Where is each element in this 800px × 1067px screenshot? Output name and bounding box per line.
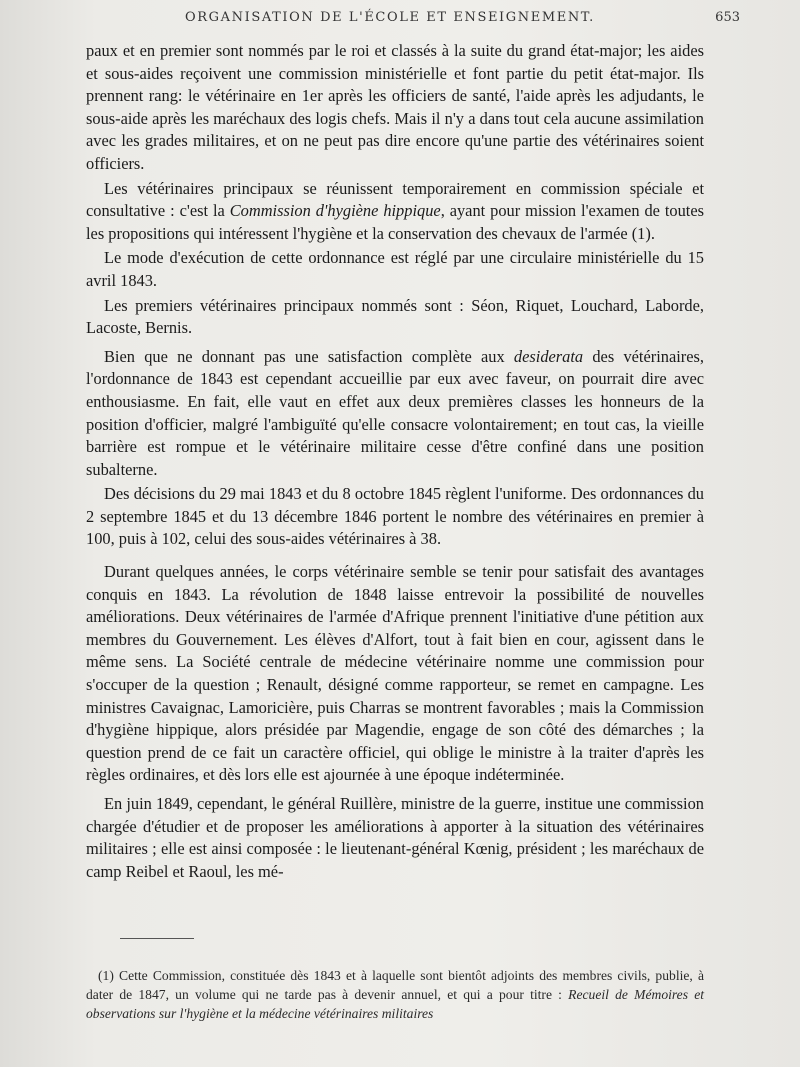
paragraph-3: Le mode d'exécution de cette ordonnance est réglé par une circulaire ministérielle du 15 avril 1843. [86, 248, 704, 290]
paragraph-8: En juin 1849, cependant, le général Ruillère, ministre de la guerre, institue une commission chargée d'étudier et de proposer les améliorations à apporter à la situation des vétérinaires militaires ; elle est ainsi composée : le lieutenant-général Kœnig, président ; les maréchaux de camp Reibel et Raoul, les mé- [86, 794, 704, 881]
footnote-divider [120, 938, 194, 939]
paragraph-4: Les premiers vétérinaires principaux nommés sont : Séon, Riquet, Louchard, Laborde, Lacoste, Bernis. [86, 295, 704, 338]
paragraph-7: Durant quelques années, le corps vétérinaire semble se tenir pour satisfait des avantages conquis en 1843. La révolution de 1848 laisse entrevoir la possibilité de nouvelles améliorations. Deux vétérinaires de l'armée d'Afrique prennent l'initiative d'une pétition aux membres du Gouvernement. Les élèves d'Alfort, tout à fait bien en cour, agissent dans le même sens. La Société centrale de médecine vétérinaire nomme une commission pour s'occuper de la question ; Renault, désigné comme rapporteur, se remet en campagne. Les ministres Cavaignac, Lamoricière, puis Charras se montrent favorables ; mais la Commission d'hygiène hippique, alors présidée par Magendie, engage de son côté des démarches ; la question prend de ce fait un caractère officiel, qui oblige le ministre à la traiter d'après les règles ordinaires, et dès lors elle est ajournée à une époque indéterminée. [86, 562, 704, 785]
paragraph-1: paux et en premier sont nommés par le roi et classés à la suite du grand état-major; les aides et sous-aides reçoivent une commission ministérielle et font partie du petit état-major. Ils prennent rang: le vétérinaire en 1er après les officiers de santé, l'aide après les adjudants, le sous-aide après les maréchaux des logis chefs. Mais il n'y a dans tout cela aucune assimilation avec les grades militaires, et on ne peut pas dire encore qu'une partie des vétérinaires soient officiers. [86, 41, 704, 173]
body-text [86, 40, 704, 885]
commission-title-italic: Commission d'hygiène hippique [229, 201, 441, 221]
footnote-text: (1) Cette Commission, constituée dès 1843 et à laquelle sont bientôt adjoints des membres civils, publie, à dater de 1847, un volume qui ne tarde pas à devenir annuel, et qui a pour titre : Recueil de Mémoires et observations sur l'hygiène et la médecine vétérinaires militaires [86, 968, 705, 1021]
paragraph-2: Les vétérinaires principaux se réunissent temporairement en commission spéciale et consultative : c'est la Commission d'hygiène hippique, ayant pour mission l'examen de toutes les propositions qui intéressent l'hygiène et la conservation des chevaux de l'armée (1). [86, 178, 704, 243]
page-header [80, 8, 740, 34]
running-head: ORGANISATION DE L'ÉCOLE ET ENSEIGNEMENT. [185, 10, 595, 25]
desiderata-italic: desiderata [513, 346, 584, 366]
paragraph-5: Bien que ne donnant pas une satisfaction complète aux desiderata des vétérinaires, l'ordonnance de 1843 est cependant accueillie par eux avec faveur, on pourrait dire avec enthousiasme. En fait, elle vaut en effet aux deux premières classes les honneurs de la position d'officier, malgré l'ambiguïté qu'elle consacre volontairement; en tout cas, la vieille barrière est rompue et le vétérinaire militaire cesse d'être confiné dans une position subalterne. [86, 346, 704, 479]
footnote-italic-title: Recueil de Mémoires et observations sur l'hygiène et la médecine vétérinaires militaires [86, 987, 705, 1021]
footnote [86, 966, 704, 1023]
paragraph-6: Des décisions du 29 mai 1843 et du 8 octobre 1845 règlent l'uniforme. Des ordonnances du 2 septembre 1845 et du 13 décembre 1846 portent le nombre des vétérinaires en premier à 100, puis à 102, celui des sous-aides vétérinaires à 38. [86, 484, 704, 549]
page-number: 653 [715, 10, 740, 25]
